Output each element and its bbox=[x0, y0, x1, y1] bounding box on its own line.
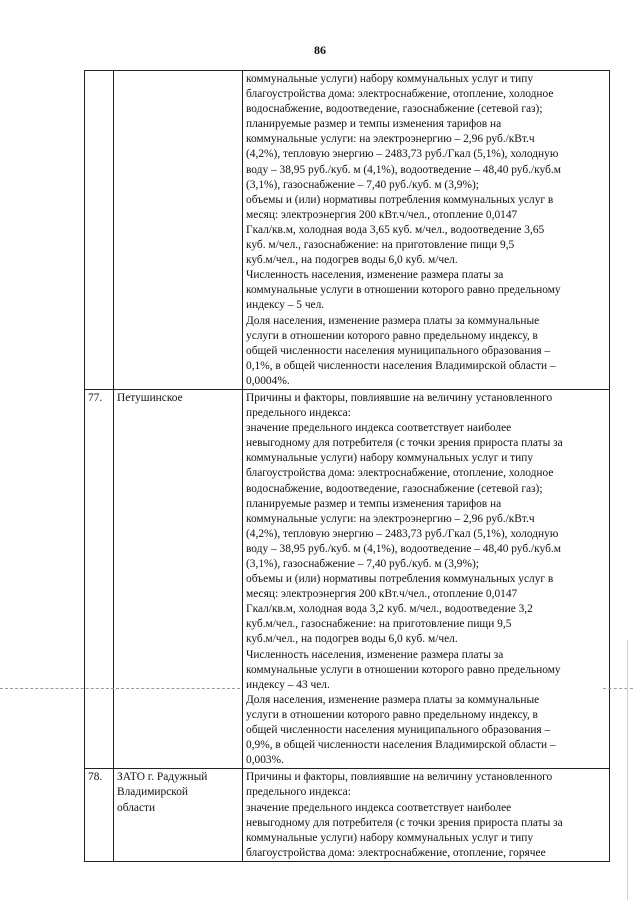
row-number-cell: 77. bbox=[85, 389, 114, 768]
description-cell bbox=[243, 769, 610, 862]
description-line: коммунальные услуги в отношении которого равно предельному bbox=[246, 284, 561, 297]
description-line: благоустройства дома: электроснабжение, отопление, холодное bbox=[246, 467, 554, 480]
description-line: 0,9%, в общей численности населения Владимирской области – bbox=[246, 739, 556, 752]
municipality-cell bbox=[114, 389, 243, 768]
municipality-line: Петушинское bbox=[117, 391, 183, 404]
description-line: планируемые размер и темпы изменения тарифов на bbox=[246, 497, 502, 510]
description-line: куб.м/чел., на подогрев воды 6,0 куб. м/чел. bbox=[246, 254, 458, 267]
description-line: Гкал/кв.м, холодная вода 3,2 куб. м/чел., водоотведение 3,2 bbox=[246, 603, 533, 616]
description-line: Гкал/кв.м, холодная вода 3,65 куб. м/чел., водоотведение 3,65 bbox=[246, 223, 545, 236]
row-number-cell: 78. bbox=[85, 769, 114, 862]
description-line: объемы и (или) нормативы потребления коммунальных услуг в bbox=[246, 193, 554, 206]
description-line: услуги в отношении которого равно предельному индексу, в bbox=[246, 708, 538, 721]
description-line: предельного индекса: bbox=[246, 786, 351, 799]
description-line: Причины и факторы, повлиявшие на величину установленного bbox=[246, 771, 553, 784]
description-line: Доля населения, изменение размера платы за коммунальные bbox=[246, 314, 540, 327]
description-line: коммунальные услуги: на электроэнергию – 2,96 руб./кВт.ч bbox=[246, 512, 535, 525]
description-line: Численность населения, изменение размера платы за bbox=[246, 269, 504, 282]
description-line: воду – 38,95 руб./куб. м (4,1%), водоотведение – 48,40 руб./куб.м bbox=[246, 542, 561, 555]
municipality-cell bbox=[114, 769, 243, 862]
description-line: коммунальные услуги в отношении которого равно предельному bbox=[246, 663, 561, 676]
municipality-line: ЗАТО г. Радужный bbox=[117, 771, 208, 784]
description-line: Доля населения, изменение размера платы за коммунальные bbox=[246, 693, 540, 706]
description-line: коммунальные услуги) набору коммунальных услуг и типу bbox=[246, 73, 534, 85]
description-line: коммунальные услуги) набору коммунальных услуг и типу bbox=[246, 831, 534, 844]
description-line: общей численности населения муниципального образования – bbox=[246, 724, 551, 737]
table-row bbox=[85, 769, 610, 862]
table-body bbox=[85, 71, 610, 862]
description-line: воду – 38,95 руб./куб. м (4,1%), водоотведение – 48,40 руб./куб.м bbox=[246, 163, 561, 176]
scan-edge-mark bbox=[627, 640, 628, 900]
description-line: 0,0004%. bbox=[246, 374, 290, 387]
description-line: Численность населения, изменение размера платы за bbox=[246, 648, 504, 661]
description-line: услуги в отношении которого равно предельному индексу, в bbox=[246, 329, 538, 342]
table-row bbox=[85, 71, 610, 390]
description-cell bbox=[243, 71, 610, 390]
table-row bbox=[85, 389, 610, 768]
description-line: значение предельного индекса соответствует наиболее bbox=[246, 801, 512, 814]
description-line: (3,1%), газоснабжение – 7,40 руб./куб. м (3,9%); bbox=[246, 178, 479, 191]
tariff-table bbox=[84, 70, 610, 862]
description-line: невыгодному для потребителя (с точки зрения прироста платы за bbox=[246, 437, 563, 450]
row-number-cell bbox=[85, 71, 114, 390]
description-line: месяц: электроэнергия 200 кВт.ч/чел., отопление 0,0147 bbox=[246, 208, 518, 221]
description-line: коммунальные услуги) набору коммунальных услуг и типу bbox=[246, 452, 534, 465]
municipality-line: Владимирской bbox=[117, 786, 189, 799]
description-line: 0,1%, в общей численности населения Владимирской области – bbox=[246, 359, 556, 372]
description-line: месяц: электроэнергия 200 кВт.ч/чел., отопление 0,0147 bbox=[246, 588, 518, 601]
description-line: коммунальные услуги: на электроэнергию – 2,96 руб./кВт.ч bbox=[246, 133, 535, 146]
description-line: куб.м/чел., газоснабжение: на приготовление пищи 9,5 bbox=[246, 618, 512, 631]
description-line: индексу – 43 чел. bbox=[246, 678, 330, 691]
description-line: Причины и факторы, повлиявшие на величину установленного bbox=[246, 391, 553, 404]
description-line: (4,2%), тепловую энергию – 2483,73 руб./Гкал (5,1%), холодную bbox=[246, 527, 559, 540]
scan-artifact-line bbox=[603, 688, 633, 689]
description-line: 0,003%. bbox=[246, 754, 284, 767]
description-line: объемы и (или) нормативы потребления коммунальных услуг в bbox=[246, 573, 554, 586]
description-line: (4,2%), тепловую энергию – 2483,73 руб./Гкал (5,1%), холодную bbox=[246, 148, 559, 161]
description-line: водоснабжение, водоотведение, газоснабжение (сетевой газ); bbox=[246, 482, 543, 495]
description-line: предельного индекса: bbox=[246, 407, 351, 420]
description-line: невыгодному для потребителя (с точки зрения прироста платы за bbox=[246, 816, 563, 829]
scan-artifact-line bbox=[0, 688, 240, 689]
page-number: 86 bbox=[314, 43, 326, 57]
description-line: куб.м/чел., на подогрев воды 6,0 куб. м/чел. bbox=[246, 633, 458, 646]
description-line: (3,1%), газоснабжение – 7,40 руб./куб. м (3,9%); bbox=[246, 558, 479, 570]
description-line: водоснабжение, водоотведение, газоснабжение (сетевой газ); bbox=[246, 103, 543, 116]
description-line: куб. м/чел., газоснабжение: на приготовление пищи 9,5 bbox=[246, 239, 515, 252]
municipality-line: области bbox=[117, 801, 156, 814]
description-line: планируемые размер и темпы изменения тарифов на bbox=[246, 118, 502, 131]
description-line: благоустройства дома: электроснабжение, отопление, холодное bbox=[246, 88, 554, 101]
description-cell bbox=[243, 389, 610, 768]
description-line: благоустройства дома: электроснабжение, отопление, горячее bbox=[246, 846, 546, 859]
description-line: общей численности населения муниципального образования – bbox=[246, 344, 551, 357]
description-line: значение предельного индекса соответствует наиболее bbox=[246, 422, 512, 435]
description-line: индексу – 5 чел. bbox=[246, 299, 325, 312]
municipality-cell bbox=[114, 71, 243, 390]
